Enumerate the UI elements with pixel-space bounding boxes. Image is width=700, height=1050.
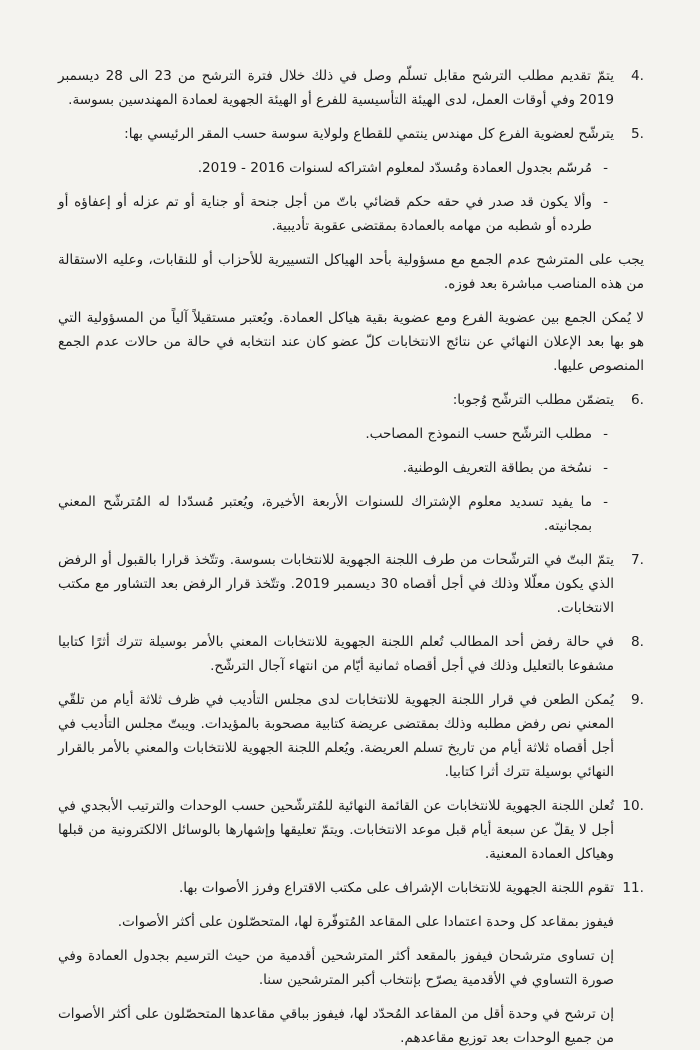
list-item-text: مطلب الترشّح حسب النموذج المصاحب. [365,426,592,442]
article-number: 6. [631,392,644,408]
article-number: 9. [631,692,644,708]
article-number: 5. [631,126,644,142]
dash-bullet-icon: - [603,426,608,442]
article-7 [58,548,644,620]
paragraph: إن تساوى مترشحان فيفوز بالمقعد أكثر المترشحين أقدمية من حيث الترسيم بجدول العمادة وفي صورة التساوي في الأقدمية يصرّح بإنتخاب أكبر المترشحين سنا. [58,948,614,988]
list-item-text: نسُخة من بطاقة التعريف الوطنية. [402,460,592,476]
article-text: يترشّح لعضوية الفرع كل مهندس ينتمي للقطاع ولولاية سوسة حسب المقر الرئيسي بها: [124,126,614,142]
article-number: 11. [622,880,644,896]
list-item [58,190,644,238]
article-8 [58,630,644,678]
article-6 [58,388,644,412]
article-number: 4. [631,68,644,84]
dash-bullet-icon: - [603,194,608,210]
article-10 [58,794,644,866]
dash-bullet-icon: - [603,494,608,510]
dash-bullet-icon: - [603,460,608,476]
article-number: 8. [631,634,644,650]
article-number: 7. [631,552,644,568]
article-text: يُمكن الطعن في قرار اللجنة الجهوية للانتخابات لدى مجلس التأديب في ظرف ثلاثة أيام من تلقّي المعني نص رفض مطلبه وذلك بمقتضى عريضة كتابية مصحوبة بالمؤيدات. ويبتّ مجلس التأديب في أجل أقصاه ثلاثة أيام من تاريخ تسلم العريضة. ويُعلم اللجنة الجهوية للانتخابات والمعني بالأمر بالقرار النهائي بوسيلة تترك أثرا كتابيا. [58,692,614,780]
list-item [58,156,644,180]
article-text: تُعلن اللجنة الجهوية للانتخابات عن القائمة النهائية للمُترشّحين حسب الوحدات والترتيب الأبجدي في أجل لا يقلّ عن سبعة أيام قبل موعد الانتخابات. ويتمّ تعليقها وإشهارها بالوسائل الالكترونية من قبلها وهياكل العمادة المعنية. [58,798,614,862]
article-text: يتمّ البتّ في الترشّحات من طرف اللجنة الجهوية للانتخابات بسوسة. وتتّخذ قرارا بالقبول أو الرفض الذي يكون معلّلا وذلك في أجل أقصاه 30 ديسمبر 2019. وتتّخذ قرار الرفض بعد التشاور مع مكتب الانتخابات. [58,552,614,616]
article-11 [58,876,644,900]
paragraph: يجب على المترشح عدم الجمع مع مسؤولية بأحد الهياكل التسييرية للأحزاب أو للنقابات، وعليه الاستقالة من هذه المناصب مباشرة بعد فوزه. [58,252,644,292]
paragraph: فيفوز بمقاعد كل وحدة اعتمادا على المقاعد المُتوفّرة لها، المتحصّلون على أكثر الأصوات. [117,914,614,930]
article-text: يتمّ تقديم مطلب الترشح مقابل تسلّم وصل في ذلك خلال فترة الترشح من 23 الى 28 ديسمبر 2019 وفي أوقات العمل، لدى الهيئة التأسيسية للفرع أو الهيئة الجهوية لعمادة المهندسين بسوسة. [58,68,614,108]
article-text: في حالة رفض أحد المطالب تُعلم اللجنة الجهوية للانتخابات المعني بالأمر بوسيلة تترك أثرًا كتابيا مشفوعا بالتعليل وذلك في أجل أقصاه ثمانية أيّام من انتهاء آجال الترشّح. [58,634,614,674]
article-5 [58,122,644,146]
paragraph: إن ترشح في وحدة أقل من المقاعد المُحدّد لها، فيفوز بباقي مقاعدها المتحصّلون على أكثر الأصوات من جميع الوحدات بعد توزيع مقاعدهم. [58,1006,614,1046]
list-item-text: ما يفيد تسديد معلوم الإشتراك للسنوات الأربعة الأخيرة، ويُعتبر مُسدّدا له المُترشّح المعني بمجانيته. [58,494,592,534]
paragraph: لا يُمكن الجمع بين عضوية الفرع ومع عضوية بقية هياكل العمادة. ويُعتبر مستقيلاً آلياً من المسؤولية التي هو بها بعد الإعلان النهائي عن نتائج الانتخابات كلّ عضو كان عند انتخابه في حالة من حالات عدم الجمع المنصوص عليها. [58,310,644,374]
article-4 [58,64,644,112]
article-number: 10. [622,798,644,814]
list-item [58,490,644,538]
article-text: يتضمّن مطلب الترشّح وُجوبا: [452,392,614,408]
list-item-text: وألا يكون قد صدر في حقه حكم قضائي باتّ من أجل جنحة أو جناية أو تم عزله أو إعفاؤه أو طرده أو شطبه من مهامه بالعمادة بمقتضى عقوبة تأديبية. [58,194,592,234]
article-text: تقوم اللجنة الجهوية للانتخابات الإشراف على مكتب الاقتراع وفرز الأصوات بها. [178,880,614,896]
article-9 [58,688,644,784]
list-item [58,422,644,446]
list-item-text: مُرسّم بجدول العمادة ومُسدّد لمعلوم اشتراكه لسنوات 2016 - 2019. [197,160,592,176]
dash-bullet-icon: - [603,160,608,176]
list-item [58,456,644,480]
